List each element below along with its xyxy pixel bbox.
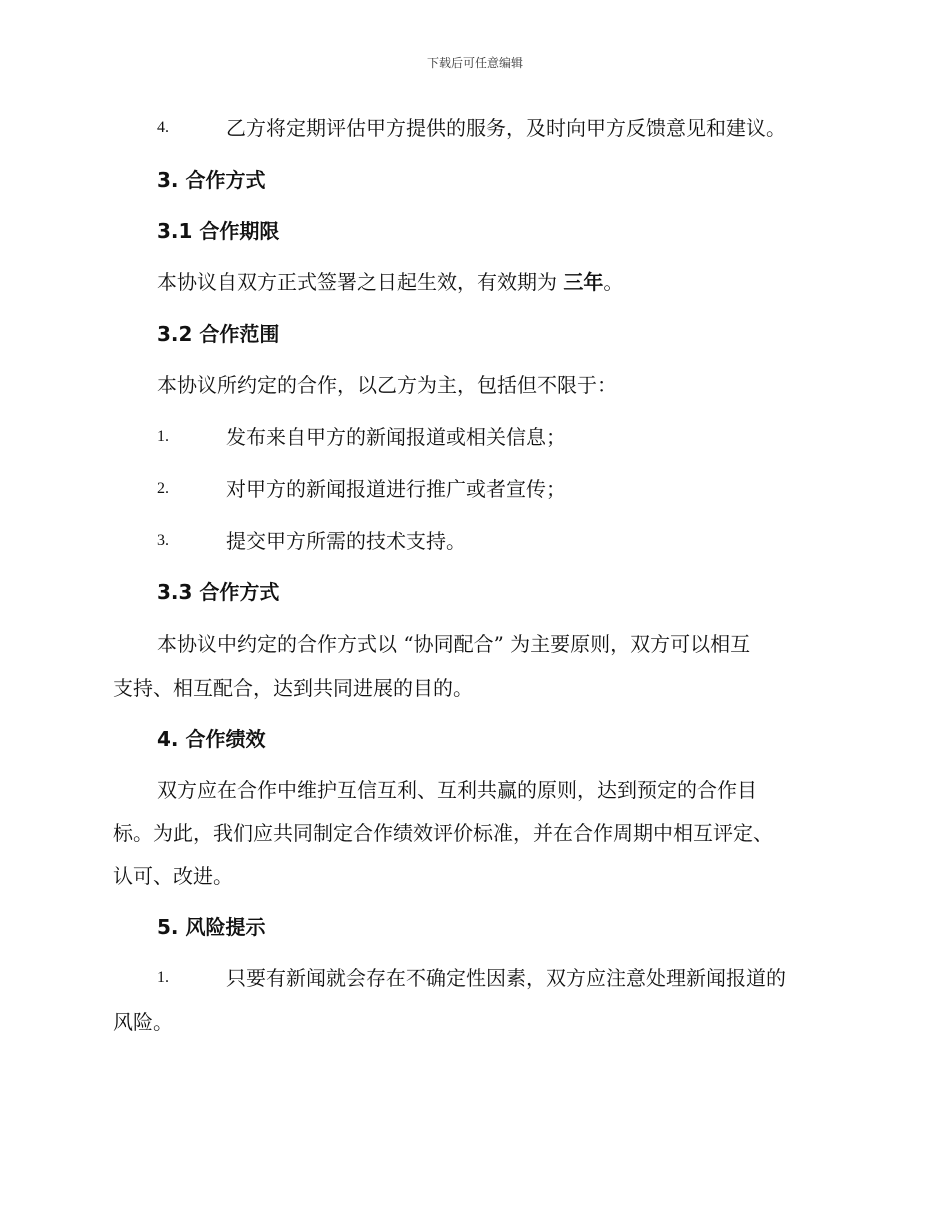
list-text-continuation: 风险。 [113, 1010, 173, 1034]
section-heading-3-3: 3.3 合作方式 [157, 580, 280, 604]
page-header: 下载后可任意编辑 [426, 56, 523, 70]
section-heading-4: 4. 合作绩效 [157, 727, 266, 751]
paragraph-performance-line2: 标。为此，我们应共同制定合作绩效评价标准，并在合作周期中相互评定、 [113, 821, 773, 845]
list-text: 发布来自甲方的新闻报道或相关信息； [226, 425, 566, 449]
paragraph-method-line1: 本协议中约定的合作方式以 “协同配合” 为主要原则，双方可以相互 [157, 632, 751, 656]
section-heading-3-1: 3.1 合作期限 [157, 219, 280, 243]
list-number: 4. [157, 119, 169, 136]
section-heading-5: 5. 风险提示 [157, 915, 266, 939]
paragraph-term-before: 本协议自双方正式签署之日起生效，有效期为 [157, 270, 564, 294]
term-duration: 三年 [563, 270, 604, 294]
paragraph-performance-line3: 认可、改进。 [113, 864, 233, 888]
list-text: 提交甲方所需的技术支持。 [226, 529, 466, 553]
list-text: 乙方将定期评估甲方提供的服务，及时向甲方反馈意见和建议。 [226, 116, 786, 140]
section-heading-3: 3. 合作方式 [157, 168, 266, 192]
list-number: 3. [157, 532, 169, 549]
list-number: 1. [157, 428, 169, 445]
list-text: 对甲方的新闻报道进行推广或者宣传； [226, 477, 566, 501]
list-number: 2. [157, 480, 169, 497]
paragraph-performance-line1: 双方应在合作中维护互信互利、互利共赢的原则，达到预定的合作目 [157, 778, 757, 802]
list-text: 只要有新闻就会存在不确定性因素，双方应注意处理新闻报道的 [226, 966, 786, 990]
list-number: 1. [157, 969, 169, 986]
section-heading-3-2: 3.2 合作范围 [157, 322, 280, 346]
paragraph-term [157, 270, 623, 294]
paragraph-method-line2: 支持、相互配合，达到共同进展的目的。 [113, 676, 473, 700]
paragraph-scope: 本协议所约定的合作，以乙方为主，包括但不限于： [157, 373, 617, 397]
paragraph-term-after: 。 [603, 270, 624, 294]
